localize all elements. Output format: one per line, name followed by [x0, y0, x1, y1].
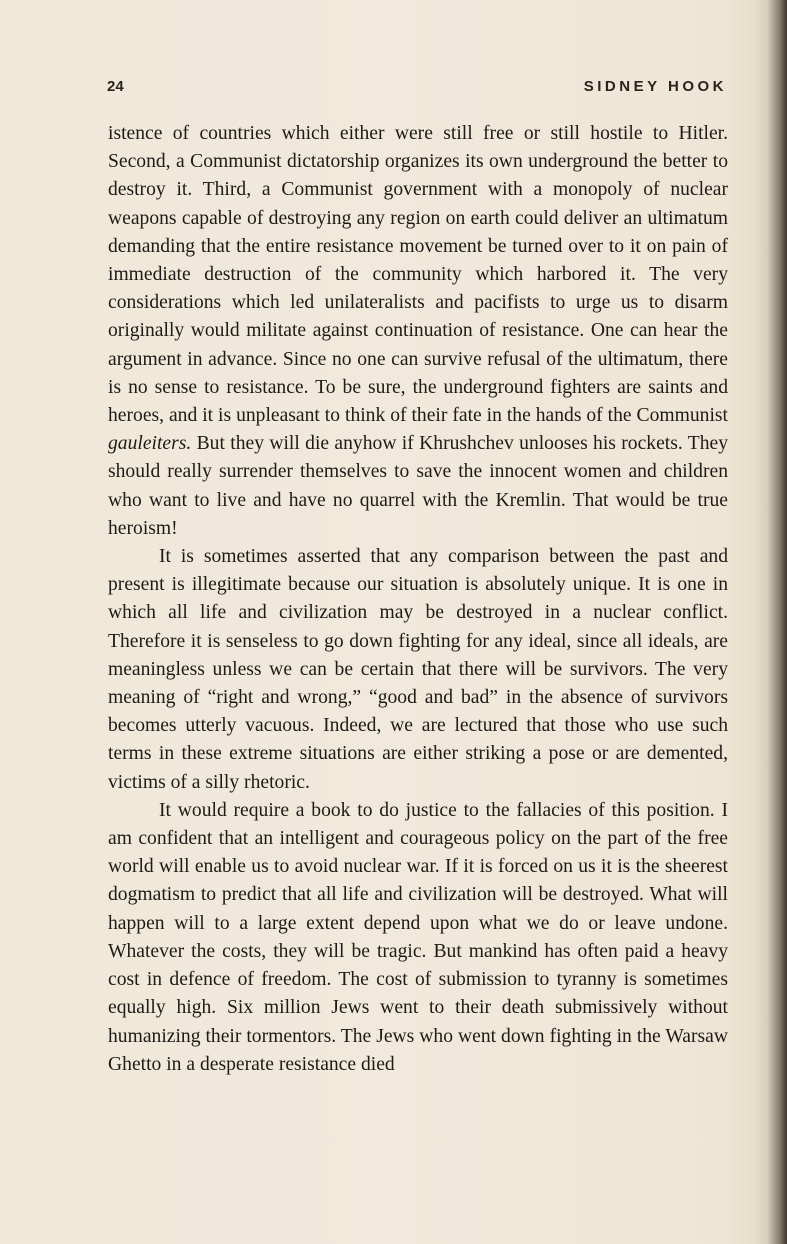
paragraph-1-text-b: But they will die anyhow if Khrushchev unlooses his rockets. They should really surrender themselves to save the innocent women and children who want to live and have no quarrel with the Kremlin. That would be true heroism! — [108, 433, 728, 539]
page-spine-shadow — [755, 0, 787, 1244]
paragraph-1-italic-term: gauleiters. — [108, 433, 192, 455]
paragraph-1 — [108, 120, 728, 543]
paragraph-2: It is sometimes asserted that any comparison between the past and present is illegitimate because our situation is absolutely unique. It is one in which all life and civilization may be destroyed in a nuclear conflict. Therefore it is senseless to go down fighting for any ideal, since all ideals, are meaningless unless we can be certain that there will be survivors. The very meaning of “right and wrong,” “good and bad” in the absence of survivors becomes utterly vacuous. Indeed, we are lectured that those who use such terms in these extreme situations are either striking a pose or are demented, victims of a silly rhetoric. — [108, 546, 728, 793]
body-text — [108, 120, 728, 1079]
running-head: SIDNEY HOOK — [583, 78, 727, 95]
paragraph-1-text-a: istence of countries which either were still free or still hostile to Hitler. Second, a Communist dictatorship organizes its own underground the better to destroy it. Third, a Communist government with a monopoly of nuclear weapons capable of destroying any region on earth could deliver an ultimatum demanding that the entire resistance movement be turned over to it on pain of immediate destruction of the community which harbored it. The very considerations which led unilateralists and pacifists to urge us to disarm originally would militate against continuation of resistance. One can hear the argument in advance. Since no one can survive refusal of the ultimatum, there is no sense to resistance. To be sure, the underground fighters are saints and heroes, and it is unpleasant to think of their fate in the hands of the Communist — [108, 123, 728, 427]
page-header — [107, 78, 727, 100]
paragraph-3: It would require a book to do justice to the fallacies of this position. I am confident that an intelligent and courageous policy on the part of the free world will enable us to avoid nuclear war. If it is forced on us it is the sheerest dogmatism to predict that all life and civilization will be destroyed. What will happen will to a large extent depend upon what we do or leave undone. Whatever the costs, they will be tragic. But mankind has often paid a heavy cost in defence of freedom. The cost of submission to tyranny is sometimes equally high. Six million Jews went to their death submissively without humanizing their tormentors. The Jews who went down fighting in the Warsaw Ghetto in a desperate resistance died — [108, 799, 728, 1075]
page-number: 24 — [107, 78, 124, 95]
